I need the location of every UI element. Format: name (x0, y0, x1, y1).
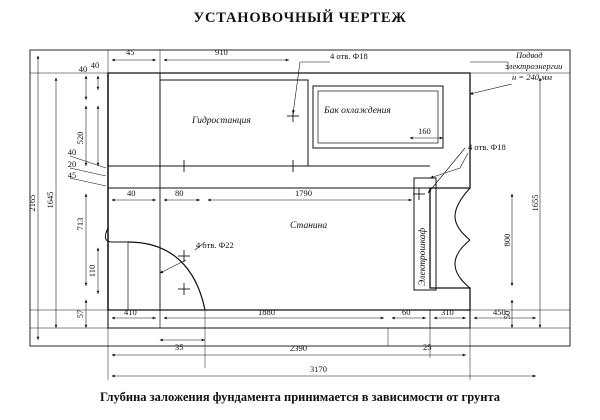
dim-left-20: 20 (67, 159, 77, 169)
dim-left-57: 57 (75, 309, 85, 319)
hole-top-3 (287, 160, 299, 172)
dim-left-2165: 2165 (27, 194, 37, 212)
dim-inner-80: 80 (175, 188, 184, 198)
dim-bottom-410: 410 (124, 307, 137, 317)
dim-left-45: 45 (67, 170, 77, 180)
hole-right-1 (413, 188, 425, 200)
dim-bottom-35: 35 (175, 342, 184, 352)
note-power-line2: электроэнергии (505, 61, 563, 71)
dim-left-110: 110 (87, 264, 97, 278)
dim-left-520: 520 (75, 131, 85, 145)
dim-left-40b: 40 (78, 64, 88, 74)
dim-inner (112, 138, 443, 200)
dim-left-1645: 1645 (45, 191, 55, 209)
label-cabinet: Электрошкаф (418, 227, 428, 286)
dim-bottom-1880: 1880 (258, 307, 275, 317)
drawing-canvas (0, 28, 600, 386)
dim-left-40c: 40 (67, 147, 77, 157)
note-power-line3: н = 240 мм (512, 72, 552, 82)
dim-inner-1790: 1790 (295, 188, 312, 198)
page-title: УСТАНОВОЧНЫЙ ЧЕРТЕЖ (193, 10, 407, 26)
dim-inner-160: 160 (418, 126, 431, 136)
label-cooling-tank: Бак охлаждения (324, 106, 391, 116)
dim-right-800: 800 (502, 233, 512, 247)
outline-group (30, 50, 570, 380)
hole-top-1 (178, 160, 190, 172)
figure-caption: Глубина заложения фундамента принимается в зависимости от грунта (99, 390, 501, 404)
hole-bottom-2 (178, 283, 190, 295)
dim-bottom-25: 25 (423, 342, 432, 352)
dim-inner-40: 40 (127, 188, 136, 198)
hole-marks (178, 110, 425, 295)
dim-top-45: 45 (126, 47, 135, 57)
label-holes-right: 4 отв. Ф18 (468, 142, 506, 152)
dim-bottom-310: 310 (441, 307, 454, 317)
dim-top-910: 910 (215, 47, 228, 57)
leader-lines (67, 62, 512, 273)
dim-left-713: 713 (75, 217, 85, 231)
note-power-line1: Подвод (516, 50, 543, 60)
label-holes-top: 4 отв. Ф18 (330, 51, 368, 61)
label-frame: Станина (290, 221, 328, 231)
dim-bottom-2390: 2390 (290, 343, 307, 353)
dim-right-50: 50 (502, 310, 512, 320)
drawing-svg (0, 28, 600, 386)
dim-right-1655: 1655 (530, 194, 540, 212)
dim-bottom-450: 450 (493, 307, 506, 317)
dim-bottom-3170: 3170 (310, 364, 327, 374)
dim-left-40a: 40 (90, 60, 100, 70)
label-holes-bottom: 4 отв. Ф22 (196, 240, 234, 250)
dim-bottom-60: 60 (402, 307, 411, 317)
label-hydrostation: Гидростанция (192, 116, 251, 126)
